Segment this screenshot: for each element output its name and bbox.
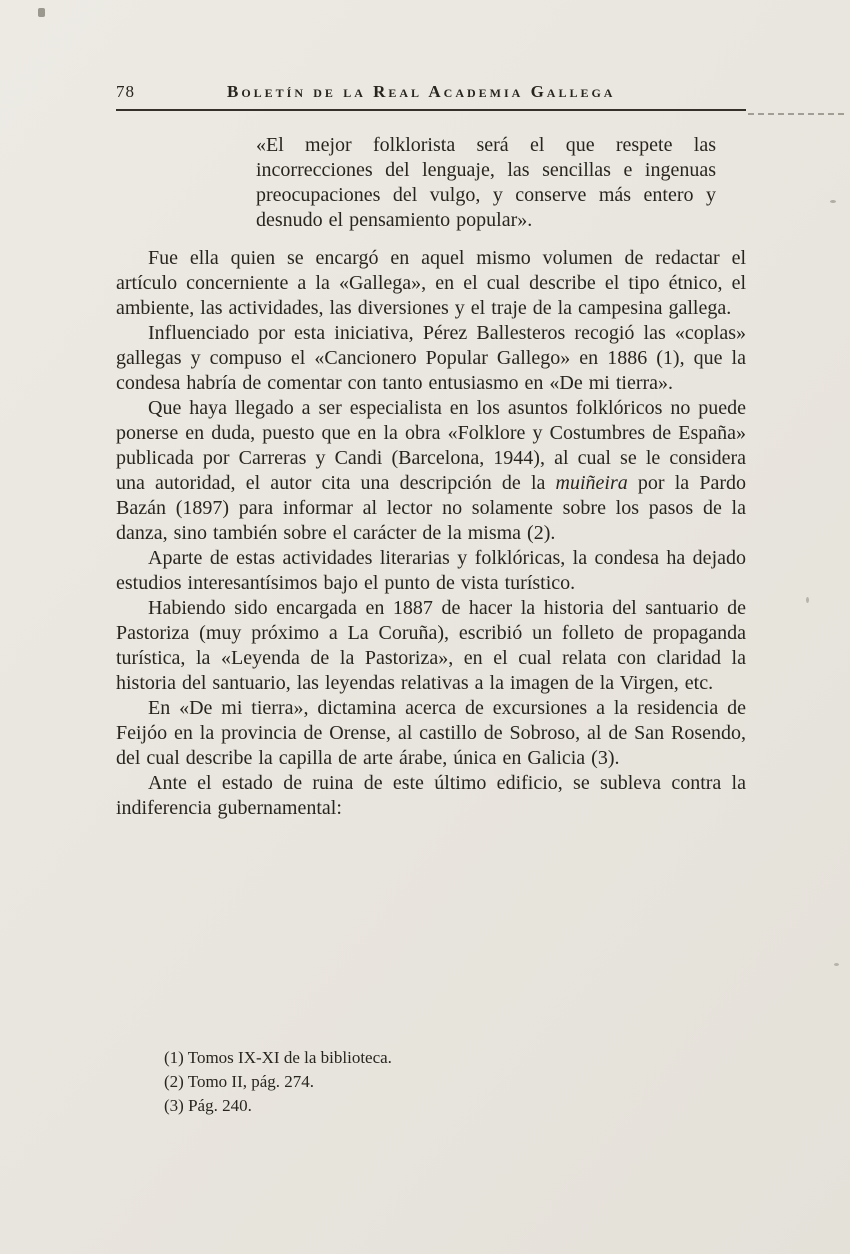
scan-speck xyxy=(806,597,809,603)
running-title: Boletín de la Real Academia Gallega xyxy=(227,82,616,101)
paragraph xyxy=(116,771,746,821)
text-segment: por la Pardo Bazán (1897) para informar al lector no solamente sobre los pasos de la danza, sino también sobre el carácter de la misma (2). xyxy=(116,472,746,544)
paragraph xyxy=(116,396,746,546)
paragraph xyxy=(116,321,746,396)
text-segment: En «De mi tierra», dictamina acerca de excursiones a la residencia de Feijóo en la provincia de Orense, al castillo de Sobroso, al de San Rosendo, del cual describe la capilla de arte árabe, única en Galicia (3). xyxy=(116,697,746,769)
page-body xyxy=(116,133,746,821)
text-segment: Habiendo sido encargada en 1887 de hacer la historia del santuario de Pastoriza (muy próximo a La Coruña), escribió un folleto de propaganda turística, la «Leyenda de la Pastoriza», en el cual relata con claridad la historia del santuario, las leyendas relativas a la imagen de la Virgen, etc. xyxy=(116,597,746,694)
text-segment: «El mejor folklorista será el que respete las incorrecciones del lenguaje, las sencillas e ingenuas preocupaciones del vulgo, y conserve más entero y desnudo el pensamiento popular». xyxy=(256,134,716,231)
paragraph xyxy=(116,246,746,321)
paragraph xyxy=(116,596,746,696)
footnote: (1) Tomos IX-XI de la biblioteca. xyxy=(164,1048,392,1067)
text-segment: Ante el estado de ruina de este último edificio, se subleva contra la indiferencia gubernamental: xyxy=(116,772,746,819)
text-segment: Influenciado por esta iniciativa, Pérez Ballesteros recogió las «coplas» gallegas y compuso el «Cancionero Popular Gallego» en 1886 (1), que la condesa habría de comentar con tanto entusiasmo en «De mi tierra». xyxy=(116,322,746,394)
page-number: 78 xyxy=(116,82,135,101)
text-block xyxy=(116,82,746,821)
italic-text: muiñeira xyxy=(555,472,628,494)
paragraph xyxy=(116,546,746,596)
body-paragraphs xyxy=(116,246,746,821)
text-segment: Aparte de estas actividades literarias y folklóricas, la condesa ha dejado estudios interesantísimos bajo el punto de vista turístico. xyxy=(116,547,746,594)
scan-speck xyxy=(38,8,45,17)
footnotes-block xyxy=(164,1046,644,1118)
footnote: (3) Pág. 240. xyxy=(164,1096,252,1115)
page-header xyxy=(116,82,746,111)
footnote: (2) Tomo II, pág. 274. xyxy=(164,1072,315,1091)
header-rule-dashed-extension xyxy=(748,113,844,115)
scan-speck xyxy=(834,963,839,966)
paragraph xyxy=(116,696,746,771)
running-head-row xyxy=(116,82,746,109)
block-quote xyxy=(256,133,716,233)
header-rule xyxy=(116,109,746,111)
scan-speck xyxy=(830,200,836,203)
text-segment: Fue ella quien se encargó en aquel mismo volumen de redactar el artículo concerniente a la «Gallega», en el cual describe el tipo étnico, el ambiente, las actividades, las diversiones y el traje de la campesina gallega. xyxy=(116,247,746,319)
text-segment: Que haya llegado a ser especialista en los asuntos folklóricos no puede ponerse en duda, puesto que en la obra «Folklore y Costumbres de España» publicada por Carreras y Candi (Barcelona, 1944), al cual se le considera una autoridad, el autor cita una descripción de la xyxy=(116,397,746,494)
